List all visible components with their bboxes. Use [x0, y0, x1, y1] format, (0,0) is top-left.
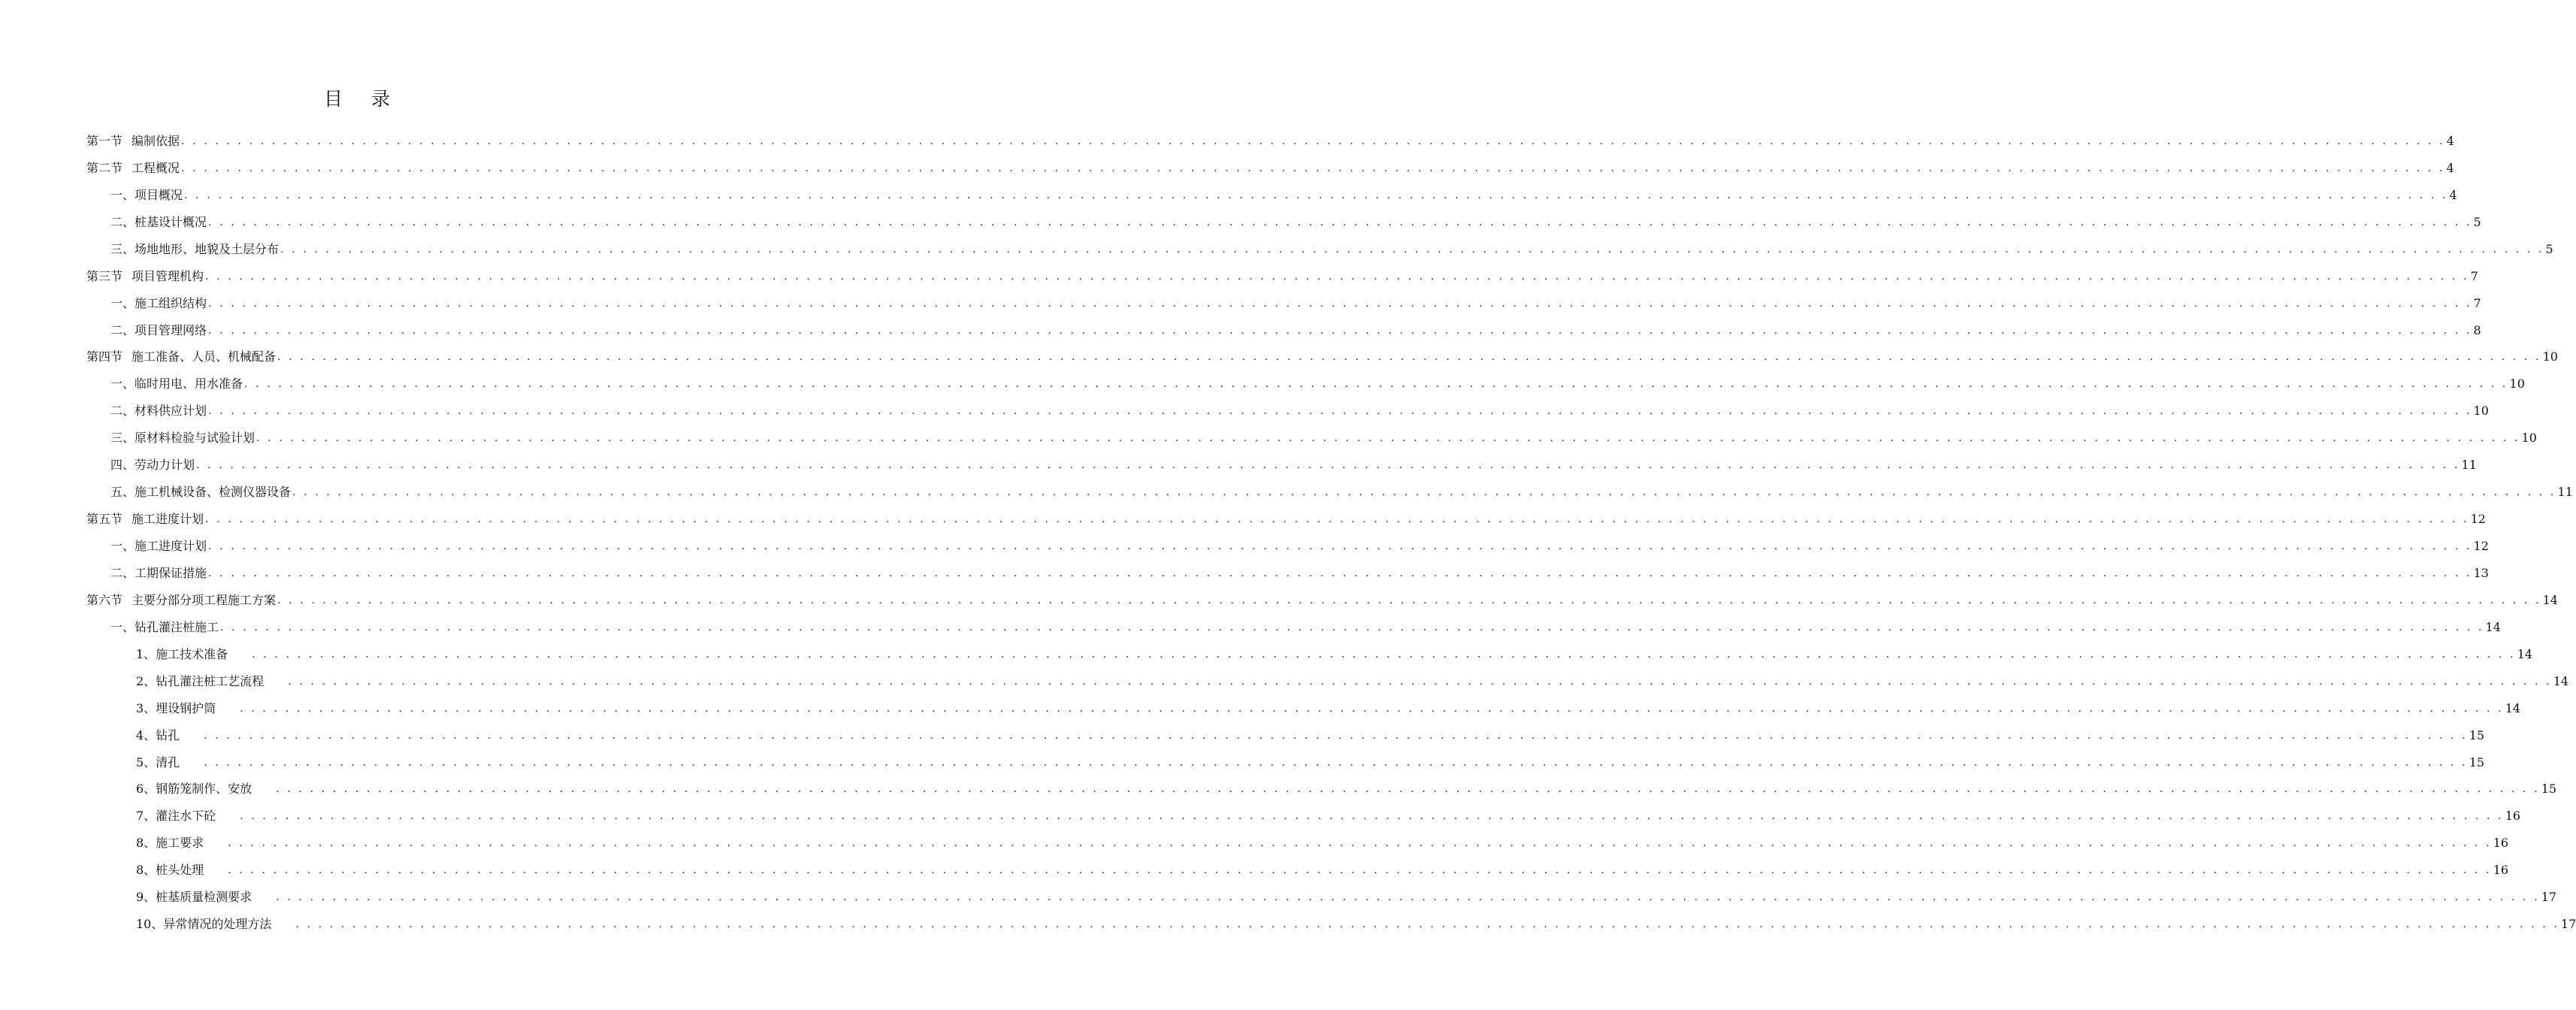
toc-entry-title: 主要分部分项工程施工方案 [132, 592, 277, 607]
toc-entry-title: 二、材料供应计划 [110, 404, 207, 419]
toc-entry[interactable] [86, 316, 2481, 343]
toc-entry-title: 一、施工组织结构 [110, 295, 207, 310]
dot-leader: . . . . . . . . . . . . . . . . . . . . . . . . . . . . . . . . . . . . . . . . . . . . . . . . . . . . . . . . . . . . . . . . . . . . . . . . . . . . . . . . . . . . . . . . . . . . . . . . . . . . . . . . . . . . . . . . . . . . . . . . . . . . . . . . . . . . . . . . . . . . . . . . . . . . . . . . . . . . . . . . . . . . . . . . . . . . . . . . . . . . . . . . . . . . . . . . . . . . . . . . [292, 486, 2556, 499]
toc-entry-label [136, 917, 294, 936]
toc-page-number: 13 [2473, 565, 2489, 580]
toc-entry-title: 工程概况 [132, 160, 180, 175]
toc-page-number: 11 [2461, 458, 2477, 473]
toc-entry-label [86, 161, 180, 180]
toc-entry[interactable] [86, 234, 2553, 262]
dot-leader: . . . . . . . . . . . . . . . . . . . . . . . . . . . . . . . . . . . . . . . . . . . . . . . . . . . . . . . . . . . . . . . . . . . . . . . . . . . . . . . . . . . . . . . . . . . . . . . . . . . . . . . . . . . . . . . . . . . . . . . . . . . . . . . . . . . . . . . . . . . . . . . . . . . . . . . . . . . . . . . . . . . . . . . . . . . . . . . . . . . . . . . . . . . . . . . . . . . . . . . . [288, 675, 2552, 688]
toc-entry-title: 二、项目管理网络 [110, 322, 207, 337]
toc-entry[interactable] [86, 343, 2558, 370]
toc-entry-title: 二、工期保证措施 [110, 565, 207, 580]
dot-leader: . . . . . . . . . . . . . . . . . . . . . . . . . . . . . . . . . . . . . . . . . . . . . . . . . . . . . . . . . . . . . . . . . . . . . . . . . . . . . . . . . . . . . . . . . . . . . . . . . . . . . . . . . . . . . . . . . . . . . . . . . . . . . . . . . . . . . . . . . . . . . . . . . . . . . . . . . . . . . . . . . . . . . . . . . . . . . . . . . . . . . . . . . . . . . . . . . . . . . . . . [276, 891, 2540, 904]
toc-page-number: 15 [2469, 754, 2485, 770]
toc-page-number: 8 [2473, 322, 2481, 337]
toc-entry-title: 三、场地地形、地貌及土层分布 [110, 241, 280, 256]
toc-entry[interactable] [86, 775, 2557, 802]
toc-entry[interactable] [86, 477, 2573, 504]
toc-entry[interactable] [86, 369, 2525, 396]
dot-leader: . . . . . . . . . . . . . . . . . . . . . . . . . . . . . . . . . . . . . . . . . . . . . . . . . . . . . . . . . . . . . . . . . . . . . . . . . . . . . . . . . . . . . . . . . . . . . . . . . . . . . . . . . . . . . . . . . . . . . . . . . . . . . . . . . . . . . . . . . . . . . . . . . . . . . . . . . . . . . . . . . . . . . . . . . . . . . . . . . . . . . . . . . . . . . . . . . . . . . . . . [244, 378, 2508, 391]
dot-leader: . . . . . . . . . . . . . . . . . . . . . . . . . . . . . . . . . . . . . . . . . . . . . . . . . . . . . . . . . . . . . . . . . . . . . . . . . . . . . . . . . . . . . . . . . . . . . . . . . . . . . . . . . . . . . . . . . . . . . . . . . . . . . . . . . . . . . . . . . . . . . . . . . . . . . . . . . . . . . . . . . . . . . . . . . . . . . . . . . . . . . . . . . . . . . . . . . . . . . . . . [208, 324, 2472, 337]
toc-page-number: 14 [2553, 673, 2569, 688]
toc-entry-title: 8、施工要求 [136, 836, 204, 851]
toc-entry-title: 三、原材料检验与试验计划 [110, 431, 255, 446]
toc-entry-title: 二、桩基设计概况 [110, 214, 207, 229]
toc-entry-title: 4、钻孔 [136, 727, 180, 742]
toc-entry-label [110, 485, 291, 504]
dot-leader: . . . . . . . . . . . . . . . . . . . . . . . . . . . . . . . . . . . . . . . . . . . . . . . . . . . . . . . . . . . . . . . . . . . . . . . . . . . . . . . . . . . . . . . . . . . . . . . . . . . . . . . . . . . . . . . . . . . . . . . . . . . . . . . . . . . . . . . . . . . . . . . . . . . . . . . . . . . . . . . . . . . . . . . . . . . . . . . . . . . . . . . . . . . . . . . . . . . . . . . . [208, 216, 2472, 228]
dot-leader: . . . . . . . . . . . . . . . . . . . . . . . . . . . . . . . . . . . . . . . . . . . . . . . . . . . . . . . . . . . . . . . . . . . . . . . . . . . . . . . . . . . . . . . . . . . . . . . . . . . . . . . . . . . . . . . . . . . . . . . . . . . . . . . . . . . . . . . . . . . . . . . . . . . . . . . . . . . . . . . . . . . . . . . . . . . . . . . . . . . . . . . . . . . . . . . . . . . . . . . . [220, 621, 2484, 634]
toc-entry-title: 施工准备、人员、机械配备 [132, 349, 277, 364]
toc-entry-title: 5、清孔 [136, 754, 180, 770]
toc-entry-label [136, 674, 286, 694]
dot-leader: . . . . . . . . . . . . . . . . . . . . . . . . . . . . . . . . . . . . . . . . . . . . . . . . . . . . . . . . . . . . . . . . . . . . . . . . . . . . . . . . . . . . . . . . . . . . . . . . . . . . . . . . . . . . . . . . . . . . . . . . . . . . . . . . . . . . . . . . . . . . . . . . . . . . . . . . . . . . . . . . . . . . . . . . . . . . . . . . . . . . . . . . . . . . . . . . . . . . . . . . [196, 459, 2460, 472]
toc-entry[interactable] [86, 667, 2569, 694]
toc-page-number: 16 [2493, 863, 2509, 878]
toc-entry[interactable] [86, 801, 2521, 828]
dot-leader: . . . . . . . . . . . . . . . . . . . . . . . . . . . . . . . . . . . . . . . . . . . . . . . . . . . . . . . . . . . . . . . . . . . . . . . . . . . . . . . . . . . . . . . . . . . . . . . . . . . . . . . . . . . . . . . . . . . . . . . . . . . . . . . . . . . . . . . . . . . . . . . . . . . . . . . . . . . . . . . . . . . . . . . . . . . . . . . . . . . . . . . . . . . . . . . . . . . . . . . . [276, 783, 2540, 796]
dot-leader: . . . . . . . . . . . . . . . . . . . . . . . . . . . . . . . . . . . . . . . . . . . . . . . . . . . . . . . . . . . . . . . . . . . . . . . . . . . . . . . . . . . . . . . . . . . . . . . . . . . . . . . . . . . . . . . . . . . . . . . . . . . . . . . . . . . . . . . . . . . . . . . . . . . . . . . . . . . . . . . . . . . . . . . . . . . . . . . . . . . . . . . . . . . . . . . . . . . . . . . . [240, 702, 2504, 715]
toc-entry-label [136, 755, 202, 775]
toc-page-number: 14 [2485, 619, 2501, 634]
toc-page-number: 15 [2469, 727, 2485, 742]
dot-leader: . . . . . . . . . . . . . . . . . . . . . . . . . . . . . . . . . . . . . . . . . . . . . . . . . . . . . . . . . . . . . . . . . . . . . . . . . . . . . . . . . . . . . . . . . . . . . . . . . . . . . . . . . . . . . . . . . . . . . . . . . . . . . . . . . . . . . . . . . . . . . . . . . . . . . . . . . . . . . . . . . . . . . . . . . . . . . . . . . . . . . . . . . . . . . . . . . . . . . . . . [208, 540, 2472, 552]
toc-entry[interactable] [86, 828, 2509, 855]
toc-page-number: 7 [2470, 268, 2478, 283]
toc-entry[interactable] [86, 126, 2454, 153]
toc-page-number: 11 [2557, 485, 2573, 500]
toc-entry-label [136, 647, 250, 667]
dot-leader: . . . . . . . . . . . . . . . . . . . . . . . . . . . . . . . . . . . . . . . . . . . . . . . . . . . . . . . . . . . . . . . . . . . . . . . . . . . . . . . . . . . . . . . . . . . . . . . . . . . . . . . . . . . . . . . . . . . . . . . . . . . . . . . . . . . . . . . . . . . . . . . . . . . . . . . . . . . . . . . . . . . . . . . . . . . . . . . . . . . . . . . . . . . . . . . . . . . . . . . . [204, 729, 2468, 742]
toc-entry[interactable] [86, 450, 2477, 477]
toc-entry-title: 一、施工进度计划 [110, 539, 207, 553]
toc-entry[interactable] [86, 640, 2533, 667]
dot-leader: . . . . . . . . . . . . . . . . . . . . . . . . . . . . . . . . . . . . . . . . . . . . . . . . . . . . . . . . . . . . . . . . . . . . . . . . . . . . . . . . . . . . . . . . . . . . . . . . . . . . . . . . . . . . . . . . . . . . . . . . . . . . . . . . . . . . . . . . . . . . . . . . . . . . . . . . . . . . . . . . . . . . . . . . . . . . . . . . . . . . . . . . . . . . . . . . . . . . . . . . [184, 189, 2448, 201]
toc-entry[interactable] [86, 558, 2489, 585]
toc-page-number: 16 [2493, 836, 2509, 851]
toc-entry-label [110, 188, 183, 207]
toc-entry-label [110, 458, 195, 477]
dot-leader: . . . . . . . . . . . . . . . . . . . . . . . . . . . . . . . . . . . . . . . . . . . . . . . . . . . . . . . . . . . . . . . . . . . . . . . . . . . . . . . . . . . . . . . . . . . . . . . . . . . . . . . . . . . . . . . . . . . . . . . . . . . . . . . . . . . . . . . . . . . . . . . . . . . . . . . . . . . . . . . . . . . . . . . . . . . . . . . . . . . . . . . . . . . . . . . . . . . . . . . . [256, 432, 2520, 445]
toc-entry[interactable] [86, 748, 2485, 775]
toc-entry-label [110, 566, 207, 585]
toc-entry-label [136, 836, 226, 855]
toc-entry-label [110, 296, 207, 316]
toc-entry-label [110, 242, 279, 262]
toc-entry[interactable] [86, 207, 2481, 234]
toc-entry[interactable] [86, 180, 2457, 207]
toc-entry-title: 7、灌注水下砼 [136, 809, 216, 824]
toc-page-number: 10 [2473, 404, 2489, 419]
toc-page-number: 10 [2509, 376, 2525, 392]
toc-entry-label [136, 782, 274, 801]
toc-entry[interactable] [86, 153, 2454, 180]
toc-entry-label [136, 890, 274, 909]
toc-page-number: 16 [2505, 809, 2521, 824]
toc-entry[interactable] [86, 531, 2489, 558]
toc-entry-label [110, 431, 255, 450]
toc-page-number: 12 [2473, 539, 2489, 553]
toc-page-number: 4 [2446, 133, 2454, 148]
dot-leader: . . . . . . . . . . . . . . . . . . . . . . . . . . . . . . . . . . . . . . . . . . . . . . . . . . . . . . . . . . . . . . . . . . . . . . . . . . . . . . . . . . . . . . . . . . . . . . . . . . . . . . . . . . . . . . . . . . . . . . . . . . . . . . . . . . . . . . . . . . . . . . . . . . . . . . . . . . . . . . . . . . . . . . . . . . . . . . . . . . . . . . . . . . . . . . . . . . . . . . . . [181, 162, 2445, 174]
toc-entry-title: 项目管理机构 [132, 268, 204, 283]
toc-entry-label [86, 593, 276, 612]
dot-leader: . . . . . . . . . . . . . . . . . . . . . . . . . . . . . . . . . . . . . . . . . . . . . . . . . . . . . . . . . . . . . . . . . . . . . . . . . . . . . . . . . . . . . . . . . . . . . . . . . . . . . . . . . . . . . . . . . . . . . . . . . . . . . . . . . . . . . . . . . . . . . . . . . . . . . . . . . . . . . . . . . . . . . . . . . . . . . . . . . . . . . . . . . . . . . . . . . . . . . . . . [205, 270, 2469, 283]
toc-entry-label [136, 701, 238, 721]
toc-entry-label [86, 512, 204, 531]
toc-entry-label [86, 269, 204, 289]
dot-leader: . . . . . . . . . . . . . . . . . . . . . . . . . . . . . . . . . . . . . . . . . . . . . . . . . . . . . . . . . . . . . . . . . . . . . . . . . . . . . . . . . . . . . . . . . . . . . . . . . . . . . . . . . . . . . . . . . . . . . . . . . . . . . . . . . . . . . . . . . . . . . . . . . . . . . . . . . . . . . . . . . . . . . . . . . . . . . . . . . . . . . . . . . . . . . . . . . . . . . . . . [277, 351, 2541, 364]
toc-entry[interactable] [86, 694, 2521, 721]
toc-entry[interactable] [86, 396, 2489, 423]
toc-page-number: 4 [2449, 187, 2457, 202]
toc-entry-label [110, 539, 207, 558]
dot-leader: . . . . . . . . . . . . . . . . . . . . . . . . . . . . . . . . . . . . . . . . . . . . . . . . . . . . . . . . . . . . . . . . . . . . . . . . . . . . . . . . . . . . . . . . . . . . . . . . . . . . . . . . . . . . . . . . . . . . . . . . . . . . . . . . . . . . . . . . . . . . . . . . . . . . . . . . . . . . . . . . . . . . . . . . . . . . . . . . . . . . . . . . . . . . . . . . . . . . . . . . [228, 864, 2492, 877]
toc-title-char-1: 目 [323, 88, 343, 110]
toc-entry-label [110, 323, 207, 343]
dot-leader: . . . . . . . . . . . . . . . . . . . . . . . . . . . . . . . . . . . . . . . . . . . . . . . . . . . . . . . . . . . . . . . . . . . . . . . . . . . . . . . . . . . . . . . . . . . . . . . . . . . . . . . . . . . . . . . . . . . . . . . . . . . . . . . . . . . . . . . . . . . . . . . . . . . . . . . . . . . . . . . . . . . . . . . . . . . . . . . . . . . . . . . . . . . . . . . . . . . . . . . . [228, 837, 2492, 850]
dot-leader: . . . . . . . . . . . . . . . . . . . . . . . . . . . . . . . . . . . . . . . . . . . . . . . . . . . . . . . . . . . . . . . . . . . . . . . . . . . . . . . . . . . . . . . . . . . . . . . . . . . . . . . . . . . . . . . . . . . . . . . . . . . . . . . . . . . . . . . . . . . . . . . . . . . . . . . . . . . . . . . . . . . . . . . . . . . . . . . . . . . . . . . . . . . . . . . . . . . . . . . . [204, 756, 2468, 769]
toc-page-number: 12 [2470, 512, 2486, 527]
toc-page-number: 17 [2541, 890, 2557, 905]
toc-page-number: 7 [2473, 295, 2481, 310]
toc-entry-title: 8、桩头处理 [136, 863, 204, 878]
toc-entry[interactable] [86, 289, 2481, 316]
toc-entry[interactable] [86, 504, 2486, 531]
toc-entry-title: 9、桩基质量检测要求 [136, 890, 252, 905]
toc-entry-title: 2、钻孔灌注桩工艺流程 [136, 673, 265, 688]
toc-entry-label [110, 376, 243, 396]
dot-leader: . . . . . . . . . . . . . . . . . . . . . . . . . . . . . . . . . . . . . . . . . . . . . . . . . . . . . . . . . . . . . . . . . . . . . . . . . . . . . . . . . . . . . . . . . . . . . . . . . . . . . . . . . . . . . . . . . . . . . . . . . . . . . . . . . . . . . . . . . . . . . . . . . . . . . . . . . . . . . . . . . . . . . . . . . . . . . . . . . . . . . . . . . . . . . . . . . . . . . . . . [280, 243, 2544, 256]
toc-page-number: 10 [2521, 431, 2537, 446]
toc-entry-title: 施工进度计划 [132, 512, 204, 527]
dot-leader: . . . . . . . . . . . . . . . . . . . . . . . . . . . . . . . . . . . . . . . . . . . . . . . . . . . . . . . . . . . . . . . . . . . . . . . . . . . . . . . . . . . . . . . . . . . . . . . . . . . . . . . . . . . . . . . . . . . . . . . . . . . . . . . . . . . . . . . . . . . . . . . . . . . . . . . . . . . . . . . . . . . . . . . . . . . . . . . . . . . . . . . . . . . . . . . . . . . . . . . . [240, 810, 2504, 823]
toc-entry[interactable] [86, 882, 2557, 909]
dot-leader: . . . . . . . . . . . . . . . . . . . . . . . . . . . . . . . . . . . . . . . . . . . . . . . . . . . . . . . . . . . . . . . . . . . . . . . . . . . . . . . . . . . . . . . . . . . . . . . . . . . . . . . . . . . . . . . . . . . . . . . . . . . . . . . . . . . . . . . . . . . . . . . . . . . . . . . . . . . . . . . . . . . . . . . . . . . . . . . . . . . . . . . . . . . . . . . . . . . . . . . . [277, 594, 2541, 606]
toc-entry-label [86, 134, 180, 153]
toc-entry-title: 编制依据 [132, 133, 180, 148]
dot-leader: . . . . . . . . . . . . . . . . . . . . . . . . . . . . . . . . . . . . . . . . . . . . . . . . . . . . . . . . . . . . . . . . . . . . . . . . . . . . . . . . . . . . . . . . . . . . . . . . . . . . . . . . . . . . . . . . . . . . . . . . . . . . . . . . . . . . . . . . . . . . . . . . . . . . . . . . . . . . . . . . . . . . . . . . . . . . . . . . . . . . . . . . . . . . . . . . . . . . . . . . [208, 405, 2472, 418]
toc-section-number: 第六节 [86, 592, 123, 607]
toc-entry-label [86, 349, 276, 369]
toc-page-number: 15 [2541, 782, 2557, 797]
toc-entry-title: 10、异常情况的处理方法 [136, 917, 272, 932]
toc-section-number: 第四节 [86, 349, 123, 364]
toc-entry-title: 四、劳动力计划 [110, 458, 195, 473]
toc-page-number: 5 [2545, 241, 2553, 256]
toc-page-number: 10 [2542, 349, 2558, 364]
table-of-contents [86, 126, 2576, 936]
toc-section-number: 第三节 [86, 268, 123, 283]
toc-entry[interactable] [86, 909, 2576, 936]
toc-page-number: 4 [2446, 160, 2454, 175]
toc-entry-label [110, 620, 219, 640]
toc-title-char-2: 录 [371, 88, 391, 110]
dot-leader: . . . . . . . . . . . . . . . . . . . . . . . . . . . . . . . . . . . . . . . . . . . . . . . . . . . . . . . . . . . . . . . . . . . . . . . . . . . . . . . . . . . . . . . . . . . . . . . . . . . . . . . . . . . . . . . . . . . . . . . . . . . . . . . . . . . . . . . . . . . . . . . . . . . . . . . . . . . . . . . . . . . . . . . . . . . . . . . . . . . . . . . . . . . . . . . . . . . . . . . . [205, 513, 2469, 526]
toc-entry[interactable] [86, 721, 2485, 748]
toc-entry-title: 一、项目概况 [110, 187, 183, 202]
toc-entry[interactable] [86, 423, 2537, 450]
toc-section-number: 第一节 [86, 133, 123, 148]
toc-page-number: 5 [2473, 214, 2481, 229]
toc-entry-label [110, 404, 207, 423]
toc-title [0, 84, 714, 114]
toc-entry-label [136, 809, 238, 828]
toc-entry-title: 五、施工机械设备、检测仪器设备 [110, 485, 292, 500]
toc-entry-label [136, 728, 202, 748]
toc-entry-title: 3、埋设钢护筒 [136, 700, 216, 715]
toc-page-number: 14 [2542, 592, 2558, 607]
toc-entry-title: 一、临时用电、用水准备 [110, 376, 243, 392]
dot-leader: . . . . . . . . . . . . . . . . . . . . . . . . . . . . . . . . . . . . . . . . . . . . . . . . . . . . . . . . . . . . . . . . . . . . . . . . . . . . . . . . . . . . . . . . . . . . . . . . . . . . . . . . . . . . . . . . . . . . . . . . . . . . . . . . . . . . . . . . . . . . . . . . . . . . . . . . . . . . . . . . . . . . . . . . . . . . . . . . . . . . . . . . . . . . . . . . . . . . . . . . [208, 567, 2472, 579]
toc-entry[interactable] [86, 585, 2558, 612]
dot-leader: . . . . . . . . . . . . . . . . . . . . . . . . . . . . . . . . . . . . . . . . . . . . . . . . . . . . . . . . . . . . . . . . . . . . . . . . . . . . . . . . . . . . . . . . . . . . . . . . . . . . . . . . . . . . . . . . . . . . . . . . . . . . . . . . . . . . . . . . . . . . . . . . . . . . . . . . . . . . . . . . . . . . . . . . . . . . . . . . . . . . . . . . . . . . . . . . . . . . . . . . [208, 297, 2472, 310]
toc-page-number: 17 [2560, 917, 2576, 932]
toc-entry[interactable] [86, 262, 2478, 289]
dot-leader: . . . . . . . . . . . . . . . . . . . . . . . . . . . . . . . . . . . . . . . . . . . . . . . . . . . . . . . . . . . . . . . . . . . . . . . . . . . . . . . . . . . . . . . . . . . . . . . . . . . . . . . . . . . . . . . . . . . . . . . . . . . . . . . . . . . . . . . . . . . . . . . . . . . . . . . . . . . . . . . . . . . . . . . . . . . . . . . . . . . . . . . . . . . . . . . . . . . . . . . . [181, 135, 2445, 147]
toc-entry[interactable] [86, 855, 2509, 882]
dot-leader: . . . . . . . . . . . . . . . . . . . . . . . . . . . . . . . . . . . . . . . . . . . . . . . . . . . . . . . . . . . . . . . . . . . . . . . . . . . . . . . . . . . . . . . . . . . . . . . . . . . . . . . . . . . . . . . . . . . . . . . . . . . . . . . . . . . . . . . . . . . . . . . . . . . . . . . . . . . . . . . . . . . . . . . . . . . . . . . . . . . . . . . . . . . . . . . . . . . . . . . . [252, 648, 2516, 661]
toc-section-number: 第五节 [86, 512, 123, 527]
toc-section-number: 第二节 [86, 160, 123, 175]
toc-entry-title: 1、施工技术准备 [136, 646, 228, 661]
toc-entry-title: 6、钢筋笼制作、安放 [136, 782, 252, 797]
toc-entry-label [136, 863, 226, 882]
toc-page-number: 14 [2505, 700, 2521, 715]
dot-leader: . . . . . . . . . . . . . . . . . . . . . . . . . . . . . . . . . . . . . . . . . . . . . . . . . . . . . . . . . . . . . . . . . . . . . . . . . . . . . . . . . . . . . . . . . . . . . . . . . . . . . . . . . . . . . . . . . . . . . . . . . . . . . . . . . . . . . . . . . . . . . . . . . . . . . . . . . . . . . . . . . . . . . . . . . . . . . . . . . . . . . . . . . . . . . . . . . . . . . . . . [295, 918, 2559, 931]
toc-page-number: 14 [2517, 646, 2533, 661]
toc-entry[interactable] [86, 612, 2501, 640]
toc-entry-label [110, 215, 207, 234]
toc-entry-title: 一、钻孔灌注桩施工 [110, 619, 219, 634]
